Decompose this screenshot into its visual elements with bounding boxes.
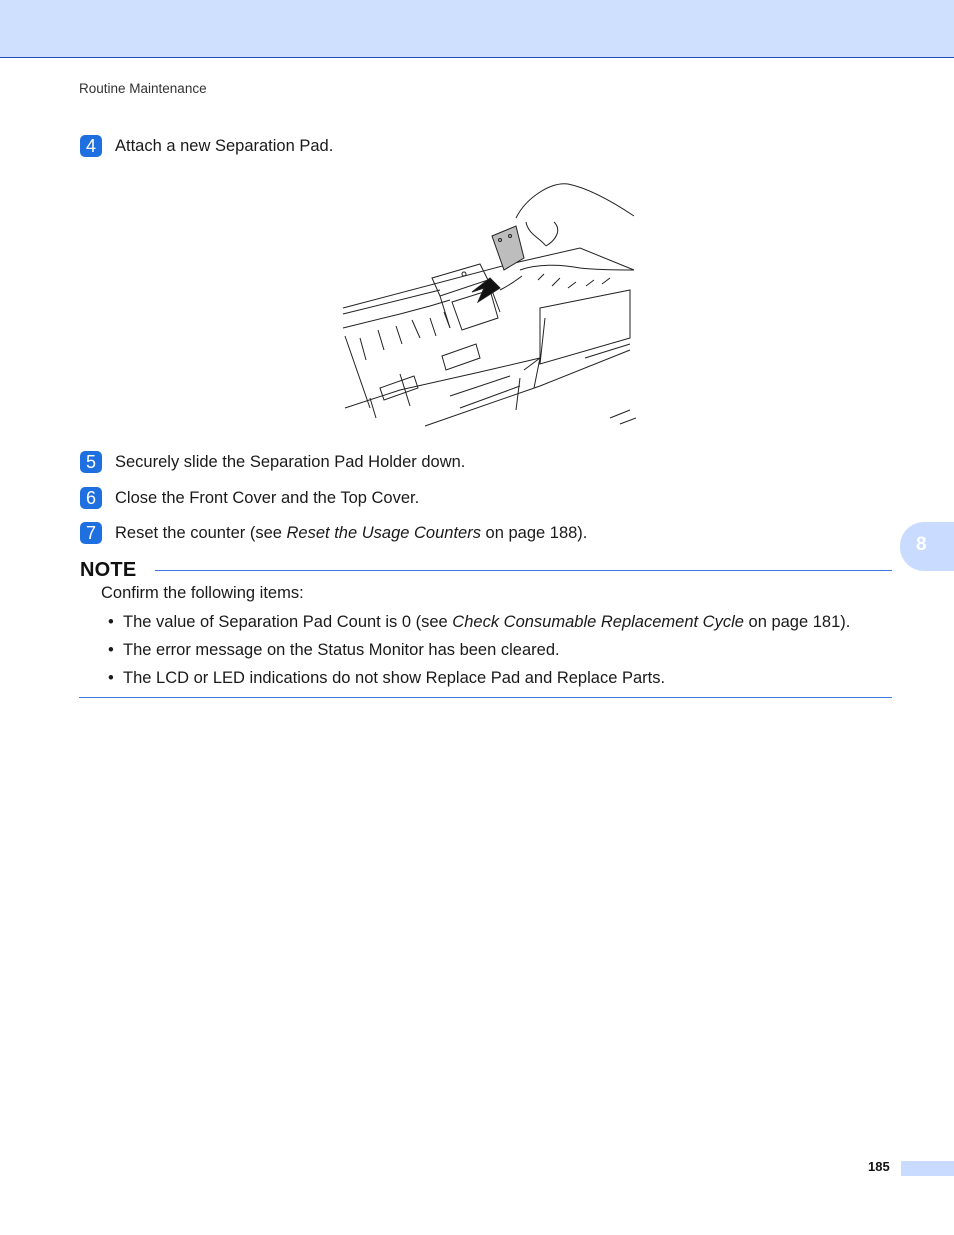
note-item: • The error message on the Status Monitor has been cleared. (108, 641, 560, 659)
separation-pad (492, 226, 524, 270)
step-7 (80, 522, 587, 544)
note-item: • The LCD or LED indications do not show Replace Pad and Replace Parts. (108, 669, 666, 687)
step-text: Close the Front Cover and the Top Cover. (115, 488, 420, 507)
step-number-badge: 4 (80, 135, 102, 157)
scanner-top-edge (343, 248, 634, 308)
step-number-badge: 7 (80, 522, 102, 544)
step-number-badge: 5 (80, 451, 102, 473)
feed-roller (380, 376, 418, 400)
insert-arrow (472, 278, 500, 302)
separation-pad-illustration (340, 178, 636, 428)
page-number-bar (901, 1161, 954, 1176)
chapter-tab: 8 (900, 522, 954, 571)
note-bottom-rule (79, 697, 892, 698)
step-text: Attach a new Separation Pad. (115, 136, 334, 155)
note-title: NOTE (80, 559, 137, 581)
note-item: • The value of Separation Pad Count is 0 (see Check Consumable Replacement Cycle on page 181). (108, 613, 851, 631)
note-top-rule (155, 570, 892, 571)
cross-reference-link[interactable]: Reset the Usage Counters (286, 523, 481, 542)
cross-reference-link[interactable]: Check Consumable Replacement Cycle (452, 613, 744, 631)
step-6 (80, 487, 419, 509)
pad-holder (432, 264, 488, 296)
step-text: Securely slide the Separation Pad Holder down. (115, 452, 466, 471)
hand (516, 184, 634, 218)
step-4 (80, 135, 333, 157)
top-header-band (0, 0, 954, 58)
step-5 (80, 451, 465, 473)
page-number: 185 (868, 1159, 890, 1174)
note-list (108, 611, 850, 695)
running-head: Routine Maintenance (79, 81, 207, 96)
step-number-badge: 6 (80, 487, 102, 509)
pick-roller (442, 344, 480, 370)
step-text: Reset the counter (see Reset the Usage Counters on page 188). (115, 523, 588, 542)
note-intro: Confirm the following items: (101, 584, 304, 602)
